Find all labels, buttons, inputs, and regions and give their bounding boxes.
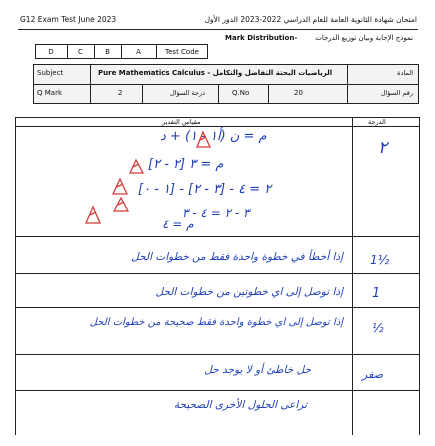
subject-label-en: Subject [37,69,64,77]
qmark-label-en: Q Mark [37,89,62,97]
question-mark-value: ٢ [378,138,388,158]
rubric-text: حل خاطئ أو لا يوجد حل [204,364,311,376]
code-letter-d: D [48,47,54,56]
header-left-title: G12 Exam Test June 2023 [20,15,117,24]
qno-value: 20 [294,89,303,97]
distribution-en: Mark Distribution- [225,34,298,42]
subject-label-ar: المادة [397,69,413,77]
code-letter-a: A [136,47,141,56]
rubric-degree: 1½ [370,253,390,267]
solution-line: ٣ - ٢ = ٤ - ٣ [182,206,250,220]
test-code-label: Test Code [165,47,199,56]
tick-mark-icon [86,207,100,223]
rubric-divider [15,307,420,308]
rubric-degree: ½ [372,321,384,335]
degree-column-header: الدرجة [368,118,386,126]
tick-mark-icon [130,160,143,173]
code-letter-b: B [105,47,110,56]
rubric-text: إذا أخطأ في خطوة واحدة فقط من خطوات الحل [131,251,343,263]
qmark-label-ar: درجة السؤال [170,89,206,97]
rubric-text: إذا توصل إلى اي خطوتين من خطوات الحل [155,286,343,298]
criteria-column-header: مقياس التقدير [162,118,201,126]
tick-mark-icon [113,179,127,194]
solution-line: م = ن (أ١ - ١) + د [160,129,267,144]
rubric-divider [15,354,420,355]
code-letter-c: C [78,47,83,56]
rubric-divider [15,390,420,391]
tick-mark-icon [197,132,210,147]
tick-mark-icon [114,198,128,211]
rubric-degree: 1 [372,286,381,301]
qno-label-ar: رقم السؤال [380,89,413,97]
rubric-degree: صفر [362,368,383,381]
subject-value: الرياضيات البحتة التفاضل والتكامل - Pure Mathematics Calculus [98,69,333,77]
rubric-divider [15,236,420,237]
footer-note: تراعى الحلول الأخرى الصحيحة [173,399,307,411]
rubric-text: إذا توصل إلى اي خطوة واحدة فقط صحيحة من خطوات الحل [89,317,343,328]
qmark-value: 2 [118,89,123,97]
qno-label-en: Q.No [232,89,250,97]
solution-line: م = ٤ [162,217,194,231]
solution-line: م = ٣ [٢ - ٢] [148,157,224,172]
solution-line: ٢ = ٤ - [٣ - ٢] - [١ - ٠] [138,182,272,197]
header-right-title: امتحان شهادة الثانوية العامة للعام الدراسي 2022-2023 الدور الأول [204,15,417,24]
distribution-ar: نموذج الإجابة وبيان توزيع الدرجات [315,34,413,42]
rubric-divider [15,273,420,274]
